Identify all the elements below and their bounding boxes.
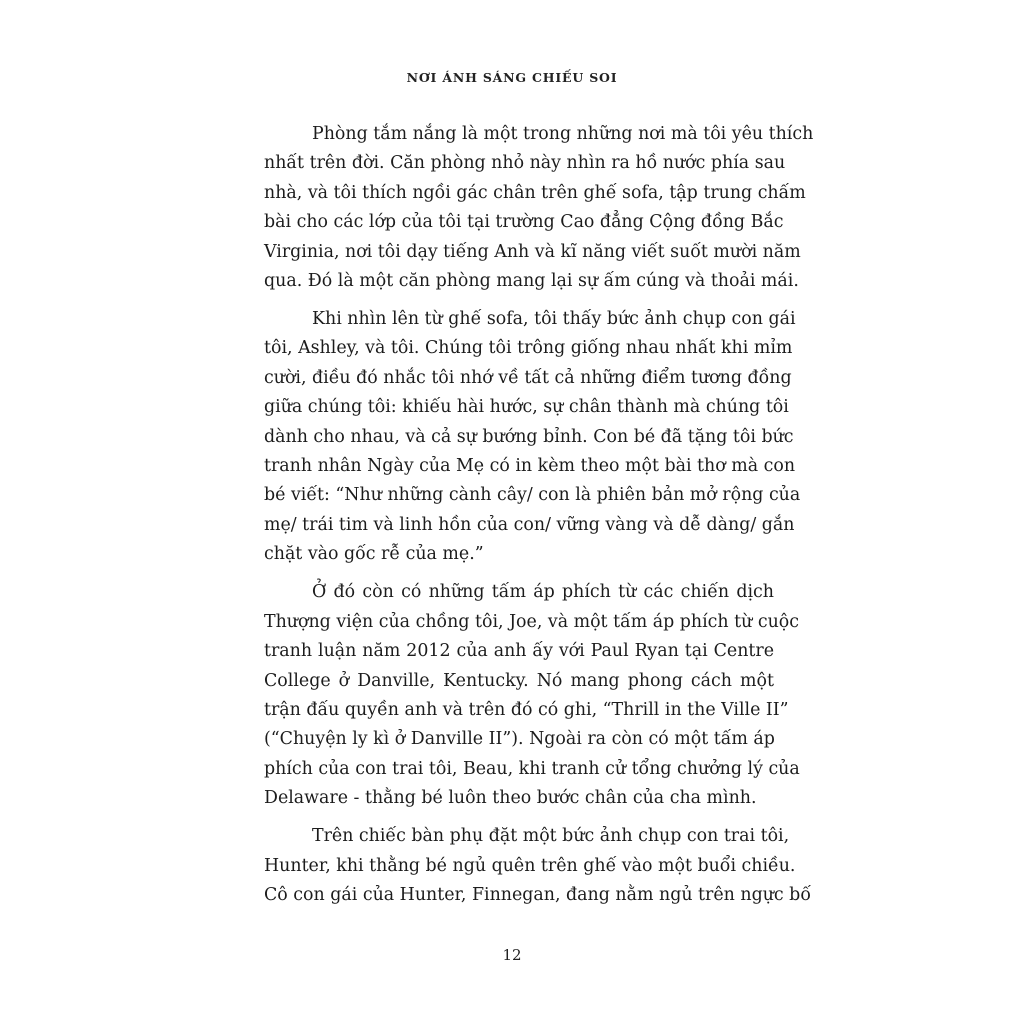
text-line: trận đấu quyền anh và trên đó có ghi, “Thrill in the Ville II” [264,699,789,720]
text-line: tranh nhân Ngày của Mẹ có in kèm theo một bài thơ mà con [264,456,796,477]
page-number: 12 [502,946,522,964]
text-line: nhà, và tôi thích ngồi gác chân trên ghế sofa, tập trung chấm [264,182,806,203]
paragraph-4 [264,822,811,910]
running-header: NƠI ÁNH SÁNG CHIẾU SOI [406,70,618,85]
text-line: tranh luận năm 2012 của anh ấy với Paul Ryan tại Centre [264,641,774,662]
text-line: Thượng viện của chồng tôi, Joe, và một tấm áp phích từ cuộc [264,611,799,632]
text-line: Virginia, nơi tôi dạy tiếng Anh và kĩ năng viết suốt mười năm [264,241,801,262]
text-line: Khi nhìn lên từ ghế sofa, tôi thấy bức ảnh chụp con gái [312,309,796,330]
text-line: nhất trên đời. Căn phòng nhỏ này nhìn ra hồ nước phía sau [264,153,786,174]
text-line: College ở Danville, Kentucky. Nó mang phong cách một [264,670,774,691]
text-line: bé viết: “Như những cành cây/ con là phiên bản mở rộng của [264,485,801,506]
text-line: (“Chuyện ly kì ở Danville II”). Ngoài ra còn có một tấm áp [264,729,775,750]
text-line: phích của con trai tôi, Beau, khi tranh cử tổng chưởng lý của [264,758,800,779]
text-line: qua. Đó là một căn phòng mang lại sự ấm cúng và thoải mái. [264,271,799,292]
text-line: cười, điều đó nhắc tôi nhớ về tất cả những điểm tương đồng [264,367,792,388]
text-line: Ở đó còn có những tấm áp phích từ các chiến dịch [312,582,774,603]
paragraph-1 [264,120,814,296]
text-line: Hunter, khi thằng bé ngủ quên trên ghế vào một buổi chiều. [264,855,796,876]
paragraph-3 [264,578,800,813]
text-line: Cô con gái của Hunter, Finnegan, đang nằm ngủ trên ngực bố [264,884,811,905]
paragraph-2 [264,305,801,570]
text-line: tôi, Ashley, và tôi. Chúng tôi trông giống nhau nhất khi mỉm [264,338,793,359]
text-line: Delaware - thằng bé luôn theo bước chân của cha mình. [264,788,757,809]
body-text [264,120,814,910]
text-line: bài cho các lớp của tôi tại trường Cao đẳng Cộng đồng Bắc [264,212,784,233]
text-line: Phòng tắm nắng là một trong những nơi mà tôi yêu thích [312,124,814,144]
text-line: Trên chiếc bàn phụ đặt một bức ảnh chụp con trai tôi, [312,826,790,847]
text-line: giữa chúng tôi: khiếu hài hước, sự chân thành mà chúng tôi [264,397,789,418]
text-line: mẹ/ trái tim và linh hồn của con/ vững vàng và dễ dàng/ gắn [264,514,795,535]
text-line: chặt vào gốc rễ của mẹ.” [264,544,484,565]
text-line: dành cho nhau, và cả sự bướng bỉnh. Con bé đã tặng tôi bức [264,426,794,447]
